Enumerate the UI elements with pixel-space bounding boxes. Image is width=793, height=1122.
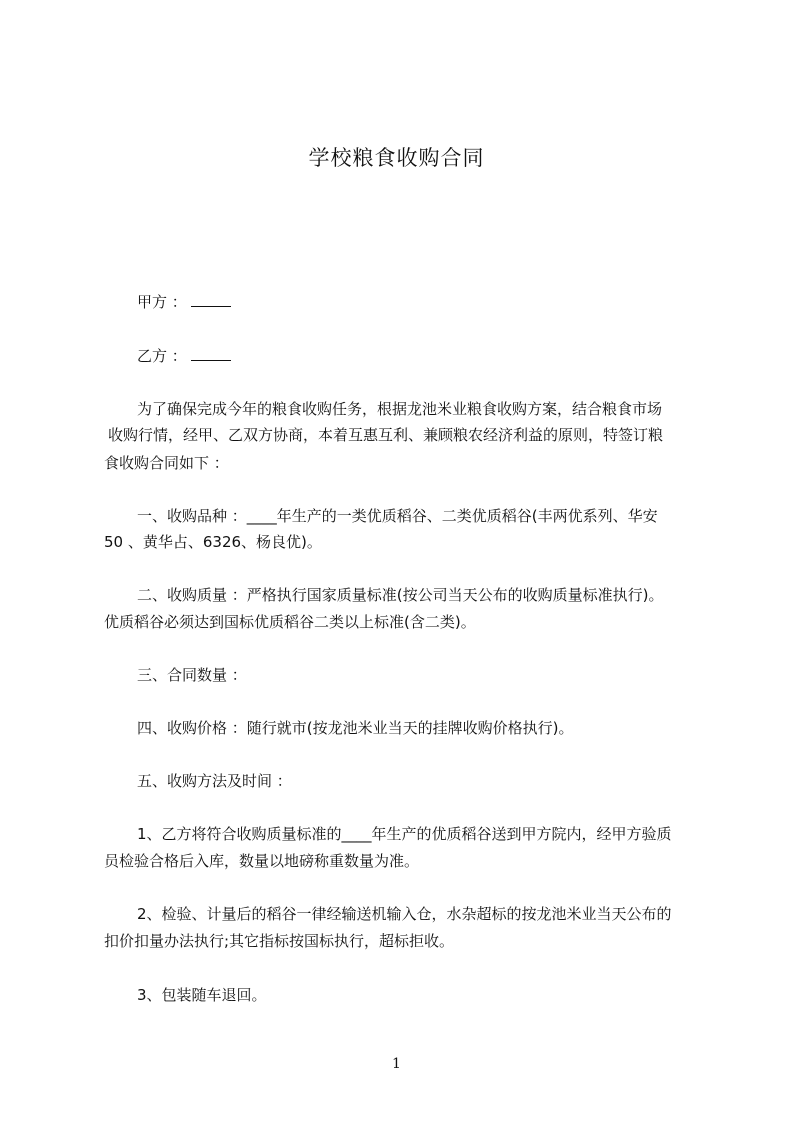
party-b-label: 乙方 ： [137, 347, 187, 365]
item-2-line: 2、检验、计量后的稻谷一律经输送机输入仓，水杂超标的按龙池米业当天公布的 [137, 905, 672, 923]
clause-1-line: 50 、黄华占、6326、杨良优)。 [104, 533, 322, 551]
party-a-label: 甲方 ： [137, 293, 187, 311]
item-1-line: 1、乙方将符合收购质量标准的____年生产的优质稻谷送到甲方院内，经甲方验质 [137, 825, 672, 843]
clause-2-line: 二、收购质量 ：严格执行国家质量标准(按公司当天公布的收购质量标准执行)。 [137, 586, 664, 604]
intro-line: 食收购合同如下 ： [104, 454, 229, 472]
intro-line: 为了确保完成今年的粮食收购任务，根据龙池米业粮食收购方案，结合粮食市场 [137, 400, 663, 418]
party-b-blank [191, 347, 231, 361]
party-b-line [137, 346, 231, 366]
clause-5-line: 五、收购方法及时间 ： [137, 772, 292, 790]
clause-1-line: 一、收购品种 ：____年生产的一类优质稻谷、二类优质稻谷(丰两优系列、华安 [137, 507, 658, 525]
clause-2-line: 优质稻谷必须达到国标优质稻谷二类以上标准(含二类)。 [104, 613, 476, 631]
clause-4-line: 四、收购价格 ：随行就市(按龙池米业当天的挂牌收购价格执行)。 [137, 719, 574, 737]
clause-3-line: 三、合同数量 ： [137, 666, 247, 684]
intro-line: 收购行情，经甲、乙双方协商，本着互惠互利、兼顾粮农经济利益的原则，特签订粮 [108, 426, 664, 444]
item-1-line: 员检验合格后入库，数量以地磅称重数量为准。 [104, 852, 420, 870]
party-a-blank [191, 293, 231, 307]
page-number: 1 [392, 1056, 401, 1072]
item-3-line: 3、包装随车退回。 [137, 986, 267, 1004]
item-2-line: 扣价扣量办法执行;其它指标按国标执行，超标拒收。 [104, 932, 455, 950]
document-title: 学校粮食收购合同 [308, 146, 485, 170]
party-a-line [137, 292, 231, 312]
